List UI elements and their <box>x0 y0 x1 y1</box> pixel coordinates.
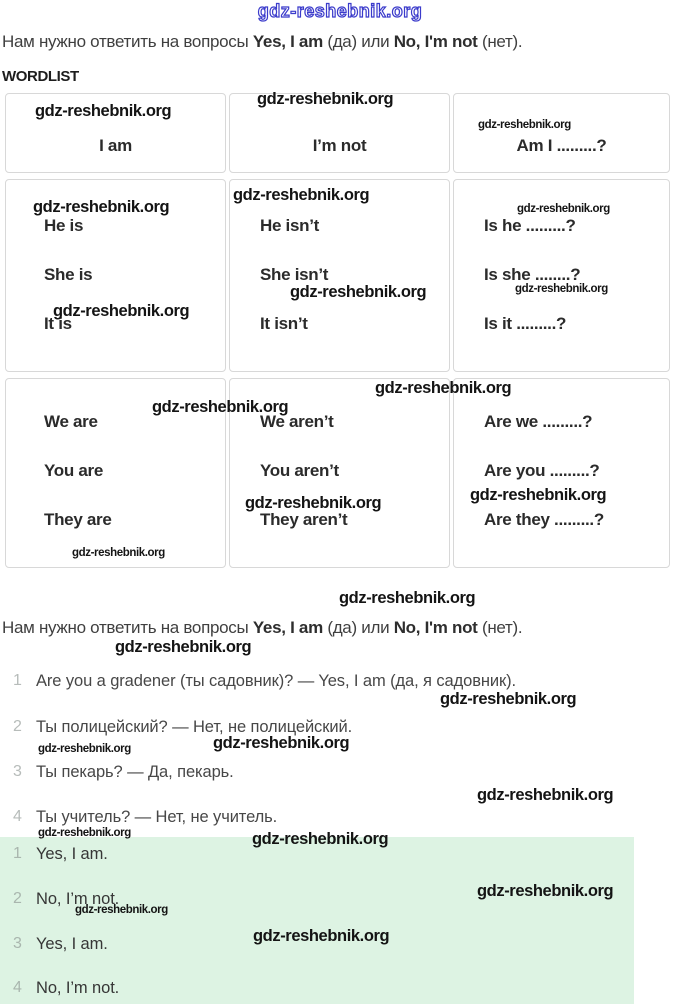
watermark: gdz-reshebnik.org <box>38 743 131 755</box>
watermark: gdz-reshebnik.org <box>253 927 390 945</box>
watermark: gdz-reshebnik.org <box>515 283 608 295</box>
watermark: gdz-reshebnik.org <box>115 638 252 656</box>
question-text: Ты пекарь? — Да, пекарь. <box>36 763 234 781</box>
phrase: I am <box>99 136 132 155</box>
watermark: gdz-reshebnik.org <box>35 102 172 120</box>
answer-text: No, I’m not. <box>36 890 120 908</box>
phrase: Are you .........? <box>484 461 600 480</box>
question-number: 3 <box>13 763 22 780</box>
answer-number: 2 <box>13 890 22 907</box>
watermark: gdz-reshebnik.org <box>53 302 190 320</box>
answer-text: Yes, I am. <box>36 935 108 953</box>
phrase: He is <box>44 216 84 235</box>
phrase: Are they .........? <box>484 510 604 529</box>
intro-text-post: (нет). <box>477 618 523 637</box>
phrase: Is she ........? <box>484 265 581 284</box>
watermark: gdz-reshebnik.org <box>477 786 614 804</box>
phrase: We are <box>44 412 98 431</box>
watermark: gdz-reshebnik.org <box>257 90 394 108</box>
phrase: We aren’t <box>260 412 334 431</box>
watermark: gdz-reshebnik.org <box>339 589 476 607</box>
watermark: gdz-reshebnik.org <box>517 203 610 215</box>
watermark: gdz-reshebnik.org <box>245 494 382 512</box>
watermark: gdz-reshebnik.org <box>38 827 131 839</box>
phrase: You aren’t <box>260 461 339 480</box>
watermark: gdz-reshebnik.org <box>375 379 512 397</box>
watermark: gdz-reshebnik.org <box>152 398 289 416</box>
question-text: Are you a gradener (ты садовник)? — Yes, I am (да, я садовник). <box>36 672 516 690</box>
watermark: gdz-reshebnik.org <box>75 904 168 916</box>
intro-bold-no: No, I'm not <box>393 618 478 637</box>
phrase: She isn’t <box>260 265 329 284</box>
table-cell-am-i <box>453 93 670 173</box>
intro-text-pre: Нам нужно ответить на вопросы <box>2 618 253 637</box>
watermark: gdz-reshebnik.org <box>233 186 370 204</box>
phrase: Is it .........? <box>484 314 567 333</box>
watermark: gdz-reshebnik.org <box>252 830 389 848</box>
question-number: 2 <box>13 718 22 735</box>
watermark: gdz-reshebnik.org <box>477 882 614 900</box>
intro-text-post: (нет). <box>477 32 523 51</box>
phrase: It isn’t <box>260 314 308 333</box>
watermark: gdz-reshebnik.org <box>290 283 427 301</box>
table-cell-he-she-it-isnt <box>229 179 450 372</box>
watermark: gdz-reshebnik.org <box>470 486 607 504</box>
watermark: gdz-reshebnik.org <box>213 734 350 752</box>
question-text: Ты учитель? — Нет, не учитель. <box>36 808 278 826</box>
intro-text-mid: (да) или <box>322 32 394 51</box>
site-logo: gdz-reshebnik.org <box>257 1 423 21</box>
answer-text: Yes, I am. <box>36 845 108 863</box>
intro-sentence <box>2 32 522 52</box>
phrase: It is <box>44 314 72 333</box>
answer-number: 3 <box>13 935 22 952</box>
phrase: They are <box>44 510 112 529</box>
wordlist-heading: WORDLIST <box>2 68 79 85</box>
watermark: gdz-reshebnik.org <box>440 690 577 708</box>
intro-bold-yes: Yes, I am <box>252 32 323 51</box>
intro-text-pre: Нам нужно ответить на вопросы <box>2 32 253 51</box>
answers-section <box>0 837 634 1004</box>
watermark: gdz-reshebnik.org <box>72 547 165 559</box>
watermark: gdz-reshebnik.org <box>478 119 571 131</box>
intro-bold-yes: Yes, I am <box>252 618 323 637</box>
intro-bold-no: No, I'm not <box>393 32 478 51</box>
answer-number: 1 <box>13 845 22 862</box>
question-text: Ты полицейский? — Нет, не полицейский. <box>36 718 353 736</box>
table-cell-are-we-you-they <box>453 378 670 568</box>
watermark: gdz-reshebnik.org <box>33 198 170 216</box>
phrase: You are <box>44 461 103 480</box>
question-number: 4 <box>13 808 22 825</box>
phrase: They aren’t <box>260 510 348 529</box>
phrase: Is he .........? <box>484 216 576 235</box>
phrase: She is <box>44 265 93 284</box>
phrase: Am I .........? <box>516 136 607 155</box>
intro-sentence-repeat <box>2 618 522 638</box>
intro-text-mid: (да) или <box>322 618 394 637</box>
answer-number: 4 <box>13 979 22 996</box>
phrase: He isn’t <box>260 216 320 235</box>
answer-text: No, I’m not. <box>36 979 120 997</box>
phrase: I’m not <box>312 136 367 155</box>
phrase: Are we .........? <box>484 412 593 431</box>
question-number: 1 <box>13 672 22 689</box>
